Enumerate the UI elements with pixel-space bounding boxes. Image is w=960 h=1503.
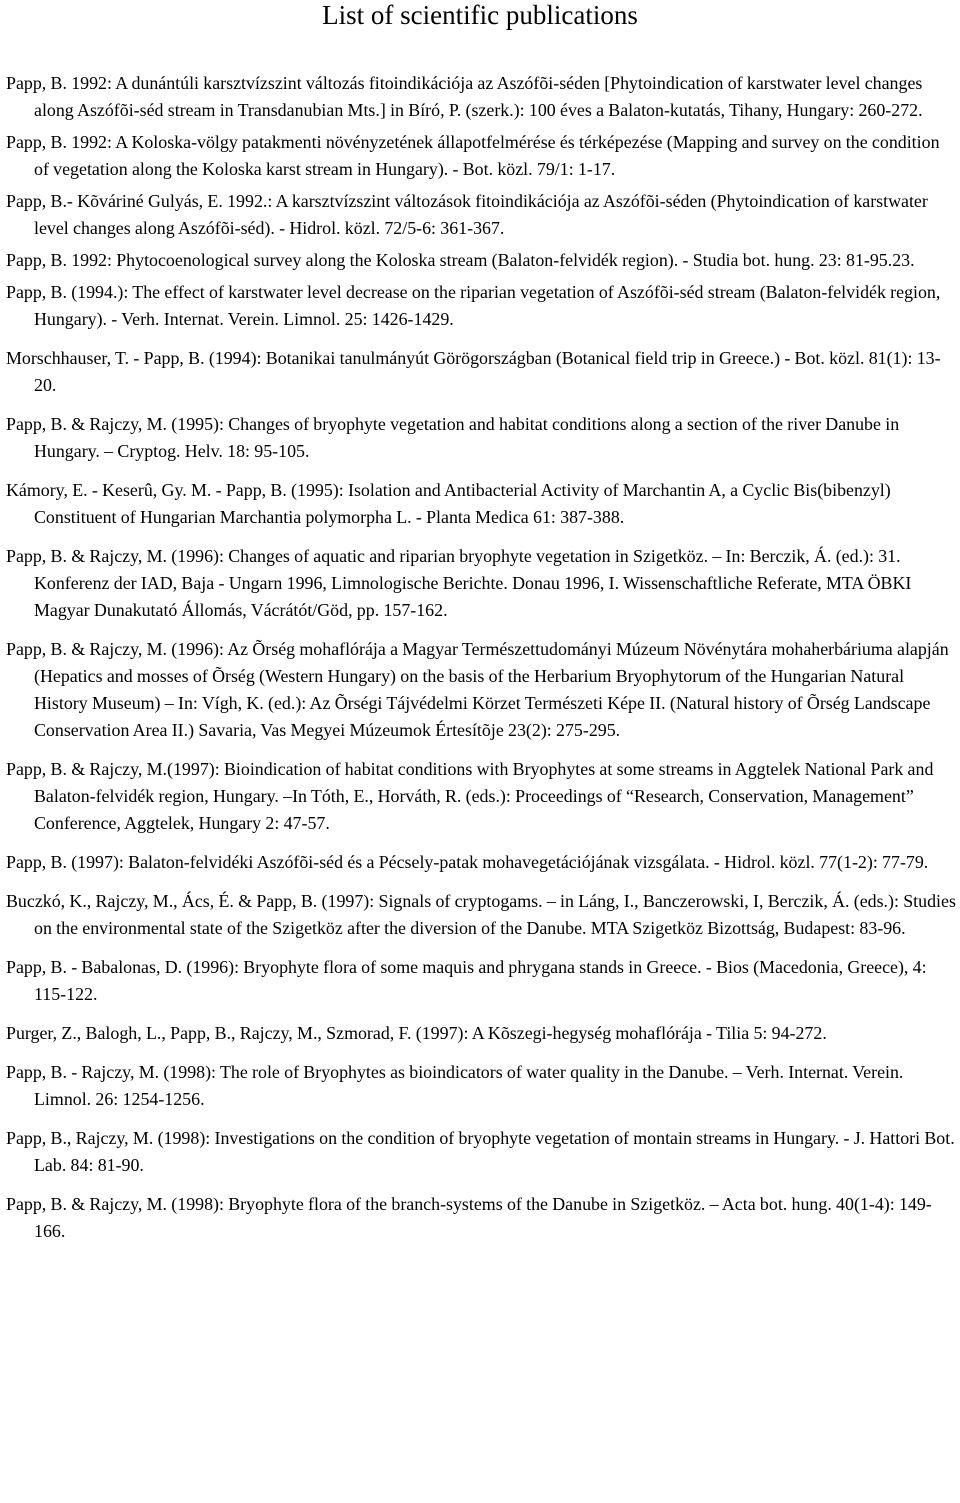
publication-entry: Buczkó, K., Rajczy, M., Ács, É. & Papp, B. (1997): Signals of cryptogams. – in Láng, I., Banczerowski, I, Berczik, Á. (eds.): Studies on the environmental state of the Szigetköz after the diversion of the Danube. MTA Szigetköz Bizottság, Budapest: 83-96. [6,891,956,938]
publication-entry: Papp, B. & Rajczy, M. (1998): Bryophyte flora of the branch-systems of the Danube in Szigetköz. – Acta bot. hung. 40(1-4): 149-166. [6,1194,932,1241]
publication-entry: Papp, B. (1994.): The effect of karstwater level decrease on the riparian vegetation of Aszófõi-séd stream (Balaton-felvidék region, Hungary). - Verh. Internat. Verein. Limnol. 25: 1426-1429. [6,282,941,329]
publication-entry: Purger, Z., Balogh, L., Papp, B., Rajczy, M., Szmorad, F. (1997): A Kõszegi-hegység mohaflórája - Tilia 5: 94-272. [6,1023,827,1043]
publication-list [6,70,956,1257]
publication-entry: Papp, B. (1997): Balaton-felvidéki Aszófõi-séd és a Pécsely-patak mohavegetációjának vizsgálata. - Hidrol. közl. 77(1-2): 77-79. [6,852,929,872]
publication-entry: Papp, B. & Rajczy, M.(1997): Bioindication of habitat conditions with Bryophytes at some streams in Aggtelek National Park and Balaton-felvidék region, Hungary. –In Tóth, E., Horváth, R. (eds.): Proceedings of “Research, Conservation, Management” Conference, Aggtelek, Hungary 2: 47-57. [6,759,934,833]
publication-entry: Papp, B. - Rajczy, M. (1998): The role of Bryophytes as bioindicators of water quality in the Danube. – Verh. Internat. Verein. Limnol. 26: 1254-1256. [6,1062,904,1109]
publication-entry: Papp, B., Rajczy, M. (1998): Investigations on the condition of bryophyte vegetation of montain streams in Hungary. - J. Hattori Bot. Lab. 84: 81-90. [6,1128,955,1175]
publication-entry: Papp, B. 1992: Phytocoenological survey along the Koloska stream (Balaton-felvidék region). - Studia bot. hung. 23: 81-95.23. [6,250,915,270]
publication-entry: Papp, B. & Rajczy, M. (1995): Changes of bryophyte vegetation and habitat conditions along a section of the river Danube in Hungary. – Cryptog. Helv. 18: 95-105. [6,414,900,461]
publication-entry: Morschhauser, T. - Papp, B. (1994): Botanikai tanulmányút Görögországban (Botanical field trip in Greece.) - Bot. közl. 81(1): 13-20. [6,348,941,395]
publication-entry: Papp, B.- Kõváriné Gulyás, E. 1992.: A karsztvízszint változások fitoindikációja az Aszófõi-séden (Phytoindication of karstwater level changes along Aszófõi-séd). - Hidrol. közl. 72/5-6: 361-367. [6,191,928,238]
publication-entry: Papp, B. & Rajczy, M. (1996): Az Õrség mohaflórája a Magyar Természettudományi Múzeum Növénytára mohaherbáriuma alapján (Hepatics and mosses of Õrség (Western Hungary) on the basis of the Herbarium Bryophytorum of the Hungarian Natural History Museum) – In: Vígh, K. (ed.): Az Õrségi Tájvédelmi Körzet Természeti Képe II. (Natural history of Õrség Landscape Conservation Area II.) Savaria, Vas Megyei Múzeumok Értesítõje 23(2): 275-295. [6,639,949,740]
page-title: List of scientific publications [322,0,638,30]
publication-entry: Kámory, E. - Keserû, Gy. M. - Papp, B. (1995): Isolation and Antibacterial Activity of Marchantin A, a Cyclic Bis(bibenzyl) Constituent of Hungarian Marchantia polymorpha L. - Planta Medica 61: 387-388. [6,480,891,527]
publication-entry: Papp, B. 1992: A Koloska-völgy patakmenti növényzetének állapotfelmérése és térképezése (Mapping and survey on the condition of vegetation along the Koloska karst stream in Hungary). - Bot. közl. 79/1: 1-17. [6,132,940,179]
publication-entry: Papp, B. & Rajczy, M. (1996): Changes of aquatic and riparian bryophyte vegetation in Szigetköz. – In: Berczik, Á. (ed.): 31. Konferenz der IAD, Baja - Ungarn 1996, Limnologische Berichte. Donau 1996, I. Wissenschaftliche Referate, MTA ÖBKI Magyar Dunakutató Állomás, Vácrátót/Göd, pp. 157-162. [6,546,912,620]
publication-entry: Papp, B. 1992: A dunántúli karsztvízszint változás fitoindikációja az Aszófõi-séden [Phytoindication of karstwater level changes along Aszófõi-séd stream in Transdanubian Mts.] in Bíró, P. (szerk.): 100 éves a Balaton-kutatás, Tihany, Hungary: 260-272. [6,73,923,120]
publication-entry: Papp, B. - Babalonas, D. (1996): Bryophyte flora of some maquis and phrygana stands in Greece. - Bios (Macedonia, Greece), 4: 115-122. [6,957,927,1004]
